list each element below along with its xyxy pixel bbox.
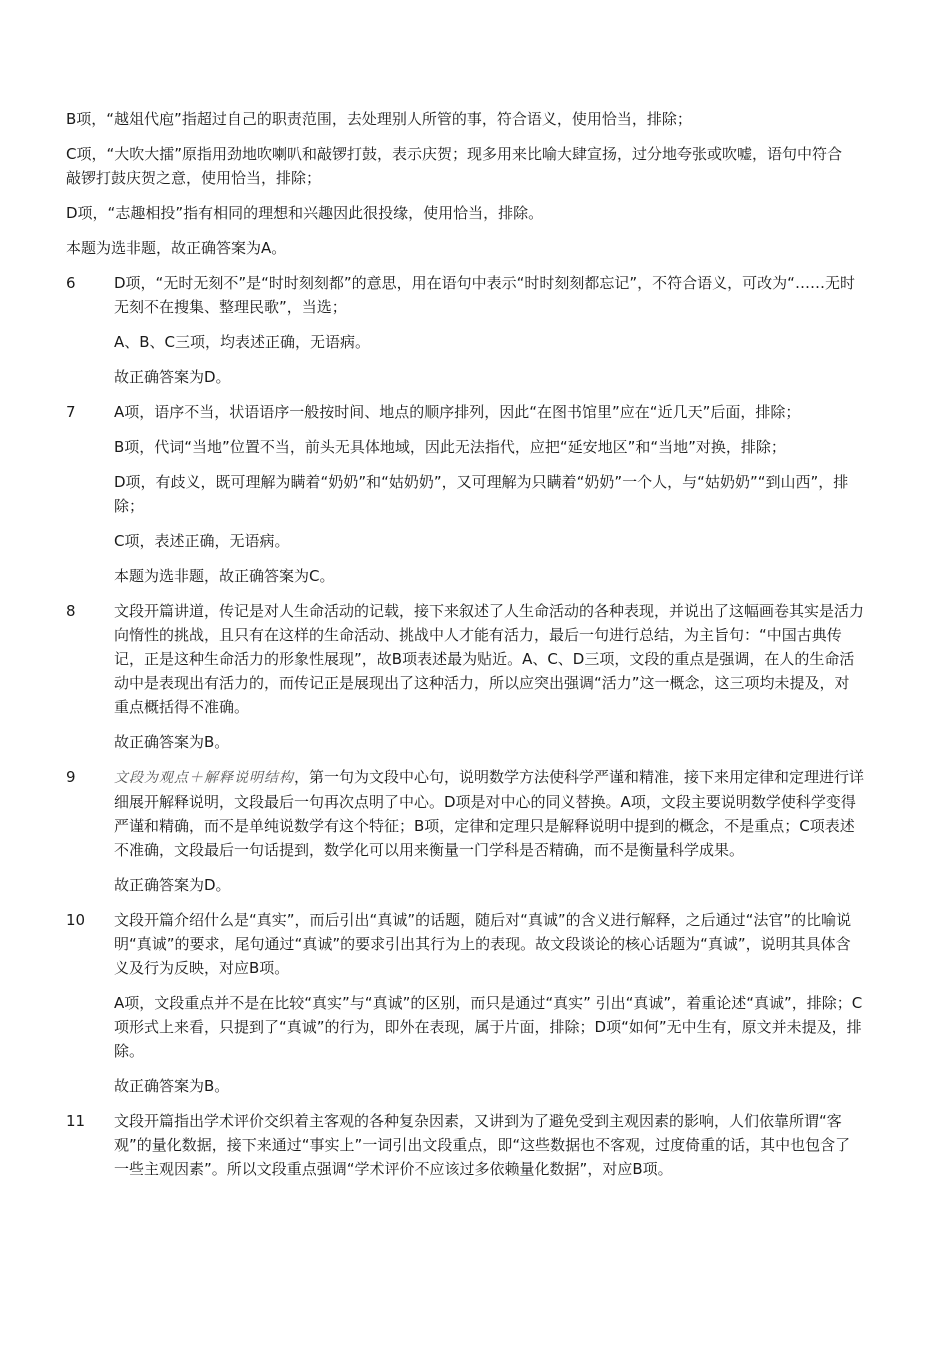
paragraph: A项，语序不当，状语语序一般按时间、地点的顺序排列，因此“在图书馆里”应在“近几天”后面，排除； — [114, 403, 801, 421]
paragraph: 文段开篇讲道，传记是对人生命活动的记载，接下来叙述了人生命活动的各种表现，并说出了这幅画卷其实是活力向惰性的挑战，且只有在这样的生命活动、挑战中人才能有活力，最后一句进行总结，为主旨句：“中国古典传记，正是这种生命活力的形象性展现”，故B项表述最为贴近。A、C、D三项，文段的重点是强调，在人的生命活动中是表现出有活力的，而传记正是展现出了这种活力，所以应突出强调“活力”这一概念，这三项均未提及，对重点概括得不准确。 — [114, 602, 865, 716]
question-10 — [66, 908, 950, 1109]
answer-text: 故正确答案为D。 — [114, 876, 231, 894]
paragraph-text: ，第一句为文段中心句，说明数学方法使科学严谨和精准，接下来用定律和定理进行详细展开解释说明，文段最后一句再次点明了中心。D项是对中心的同义替换。A项，文段主要说明数学使科学变得严谨和精确，而不是单纯说数学有这个特征；B项，定律和定理只是解释说明中提到的概念，不是重点；C项表述不准确，文段最后一句话提到，数学化可以用来衡量一门学科是否精确，而不是衡量科学成果。 — [114, 768, 865, 859]
paragraph — [114, 765, 864, 862]
question-9 — [66, 765, 950, 908]
question-number: 7 — [66, 403, 76, 421]
question-number: 9 — [66, 768, 76, 786]
paragraph: A、B、C三项，均表述正确，无语病。 — [114, 333, 371, 351]
answer-text: 故正确答案为B。 — [114, 1077, 230, 1095]
question-number: 11 — [66, 1112, 86, 1130]
paragraph: B项，代词“当地”位置不当，前头无具体地域，因此无法指代，应把“延安地区”和“当地”对换，排除； — [114, 438, 786, 456]
question-number: 6 — [66, 274, 76, 292]
answer-text: 本题为选非题，故正确答案为A。 — [66, 239, 287, 257]
question-body — [114, 908, 864, 1109]
question-6 — [66, 271, 950, 400]
question-body — [114, 1109, 864, 1192]
paragraph: D项，“无时无刻不”是“时时刻刻都”的意思，用在语句中表示“时时刻刻都忘记”，不符合语义，可改为“……无时无刻不在搜集、整理民歌”，当选； — [114, 274, 855, 316]
question-body — [114, 271, 864, 400]
answer-text: 故正确答案为B。 — [114, 733, 230, 751]
paragraph: 文段开篇介绍什么是“真实”，而后引出“真诚”的话题，随后对“真诚”的含义进行解释，之后通过“法官”的比喻说明“真诚”的要求，尾句通过“真诚”的要求引出其行为上的表现。故文段谈论的核心话题为“真诚”，说明其具体含义及行为反映，对应B项。 — [114, 911, 852, 977]
option-b-text: B项，“越俎代庖”指超过自己的职责范围，去处理别人所管的事，符合语义，使用恰当，排除； — [66, 110, 692, 128]
paragraph: 文段开篇指出学术评价交织着主客观的各种复杂因素，又讲到为了避免受到主观因素的影响，人们依靠所谓“客观”的量化数据，接下来通过“事实上”一词引出文段重点，即“这些数据也不客观，过度倚重的话，其中也包含了一些主观因素”。所以文段重点强调“学术评价不应该过多依赖量化数据”，对应B项。 — [114, 1112, 851, 1178]
question-body — [114, 765, 864, 908]
question-number: 10 — [66, 911, 86, 929]
paragraph: C项，表述正确，无语病。 — [114, 532, 290, 550]
handwritten-note: 文段为观点＋解释说明结构 — [114, 770, 294, 786]
question-number: 8 — [66, 602, 76, 620]
question-8 — [66, 599, 950, 765]
question-7 — [66, 400, 950, 599]
paragraph: D项，有歧义，既可理解为瞒着“奶奶”和“姑奶奶”，又可理解为只瞒着“奶奶”一个人，与“姑奶奶”“到山西”，排除； — [114, 473, 849, 515]
answer-text: 本题为选非题，故正确答案为C。 — [114, 567, 335, 585]
q5-continuation — [66, 107, 856, 260]
question-body — [114, 400, 864, 599]
question-body — [114, 599, 864, 765]
option-d-text: D项，“志趣相投”指有相同的理想和兴趣因此很投缘，使用恰当，排除。 — [66, 204, 544, 222]
answer-text: 故正确答案为D。 — [114, 368, 231, 386]
paragraph: A项，文段重点并不是在比较“真实”与“真诚”的区别，而只是通过“真实” 引出“真诚”，着重论述“真诚”，排除；C项形式上来看，只提到了“真诚”的行为，即外在表现，属于片面，排除；D项“如何”无中生有，原文并未提及，排除。 — [114, 994, 863, 1060]
question-11 — [66, 1109, 950, 1192]
option-c-text: C项，“大吹大擂”原指用劲地吹喇叭和敲锣打鼓，表示庆贺；现多用来比喻大肆宣扬，过分地夸张或吹嘘，语句中符合敲锣打鼓庆贺之意，使用恰当，排除； — [66, 145, 843, 187]
